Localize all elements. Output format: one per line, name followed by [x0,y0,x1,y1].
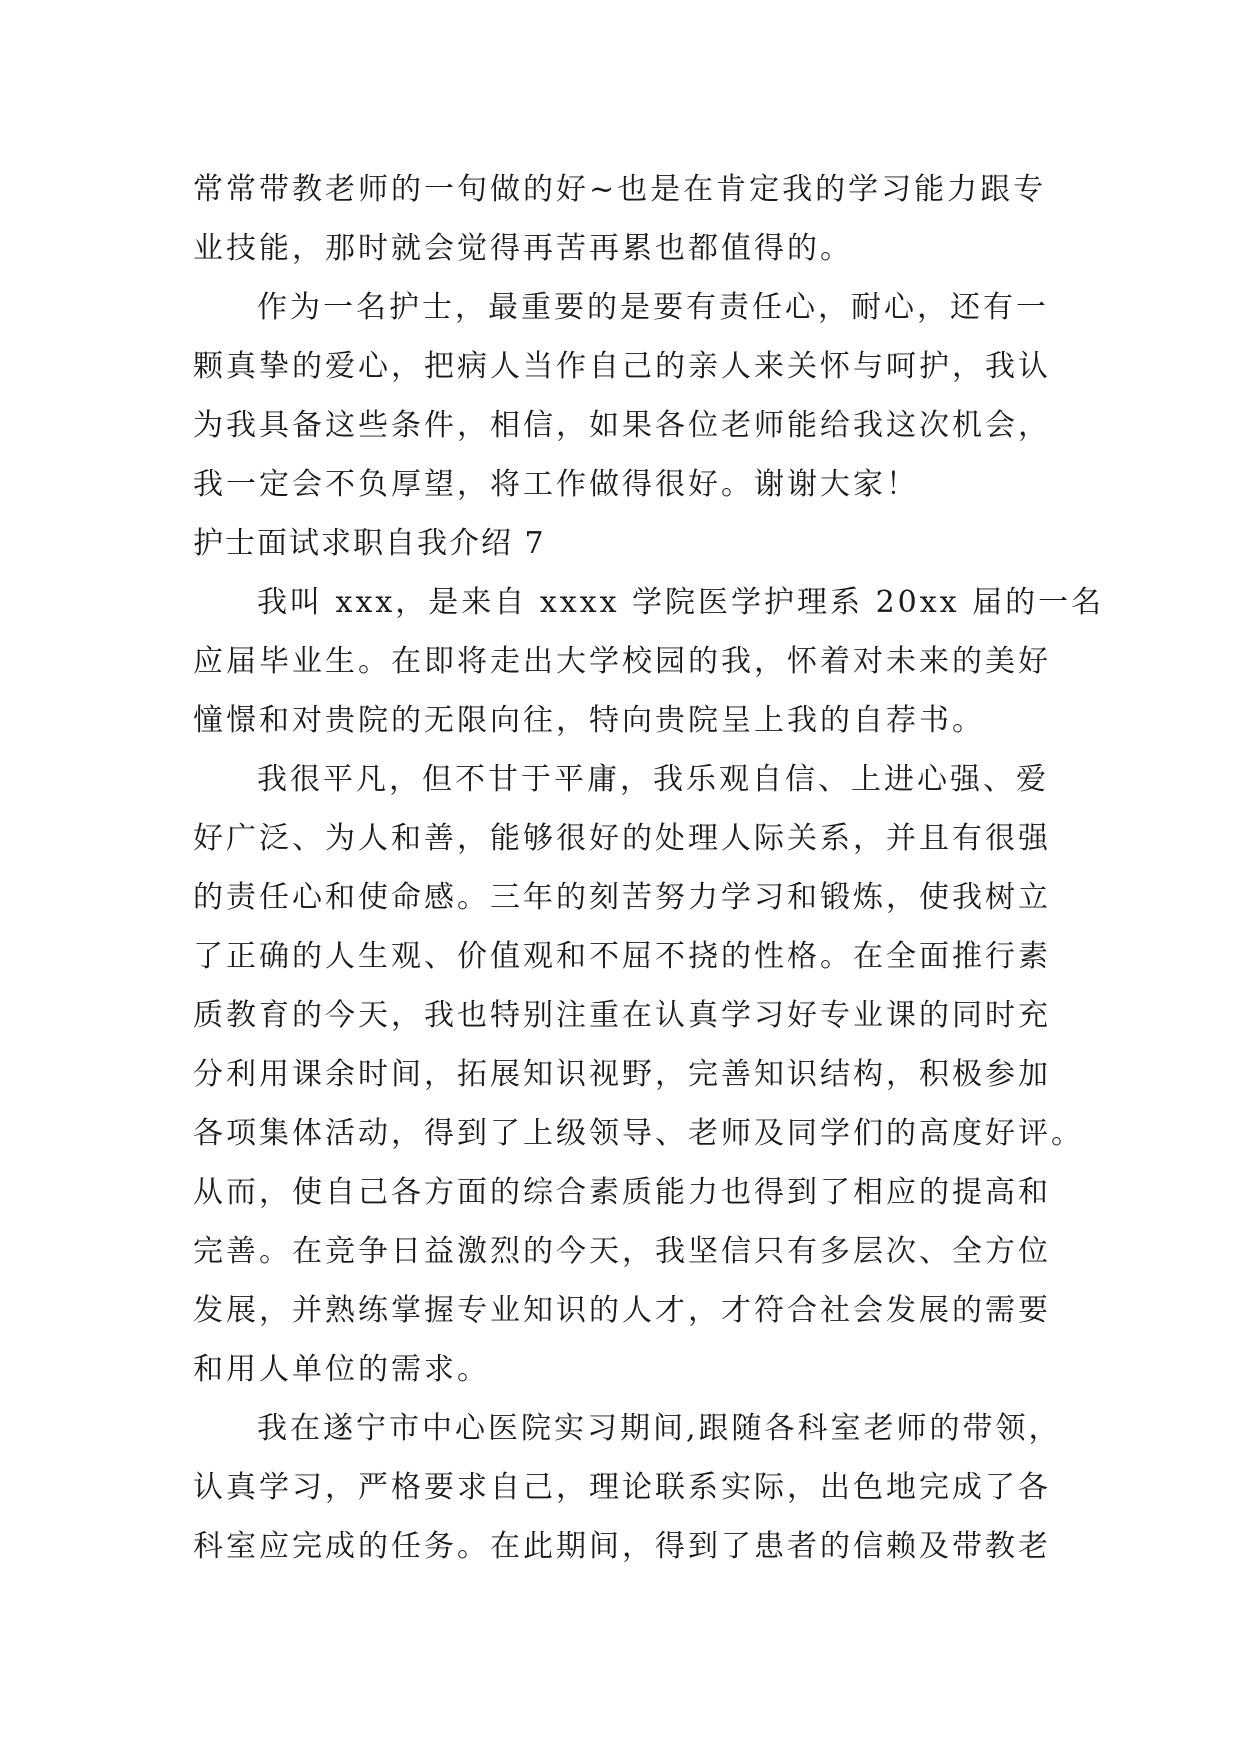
text-line: 各项集体活动，得到了上级领导、老师及同学们的高度好评。 [193,1116,1084,1151]
text-line: 了正确的人生观、价值观和不屈不挠的性格。在全面推行素 [193,939,1051,974]
document-body [193,160,1105,1576]
paragraph-first-line: 我很平凡，但不甘于平庸，我乐观自信、上进心强、爱 [257,762,1049,797]
text-line: 常常带教老师的一句做的好~也是在肯定我的学习能力跟专 [193,172,1047,207]
text-line: 和用人单位的需求。 [193,1352,490,1387]
text-line: 完善。在竞争日益激烈的今天，我坚信只有多层次、全方位 [193,1234,1051,1269]
text-line: 质教育的今天，我也特别注重在认真学习好专业课的同时充 [193,998,1051,1033]
text-line: 从而，使自己各方面的综合素质能力也得到了相应的提高和 [193,1175,1051,1210]
paragraph-first-line: 我叫 xxx，是来自 xxxx 学院医学护理系 20xx 届的一名 [257,585,1105,620]
text-line: 分利用课余时间，拓展知识视野，完善知识结构，积极参加 [193,1057,1051,1092]
text-line: 认真学习，严格要求自己，理论联系实际，出色地完成了各 [193,1470,1051,1505]
text-line: 应届毕业生。在即将走出大学校园的我，怀着对未来的美好 [193,644,1051,679]
text-line: 发展，并熟练掌握专业知识的人才，才符合社会发展的需要 [193,1293,1051,1328]
text-line: 颗真挚的爱心，把病人当作自己的亲人来关怀与呵护，我认 [193,349,1051,384]
text-line: 我一定会不负厚望，将工作做得很好。谢谢大家！ [193,467,919,502]
text-line: 憧憬和对贵院的无限向往，特向贵院呈上我的自荐书。 [193,703,985,738]
section-heading: 护士面试求职自我介绍 7 [193,526,546,561]
text-line: 好广泛、为人和善，能够很好的处理人际关系，并且有很强 [193,821,1051,856]
text-line: 为我具备这些条件，相信，如果各位老师能给我这次机会， [193,408,1051,443]
text-line: 业技能，那时就会觉得再苦再累也都值得的。 [193,231,853,266]
text-line: 科室应完成的任务。在此期间，得到了患者的信赖及带教老 [193,1529,1051,1564]
paragraph-first-line: 作为一名护士，最重要的是要有责任心，耐心，还有一 [257,290,1049,325]
paragraph-first-line: 我在遂宁市中心医院实习期间,跟随各科室老师的带领， [257,1411,1062,1446]
text-line: 的责任心和使命感。三年的刻苦努力学习和锻炼，使我树立 [193,880,1051,915]
